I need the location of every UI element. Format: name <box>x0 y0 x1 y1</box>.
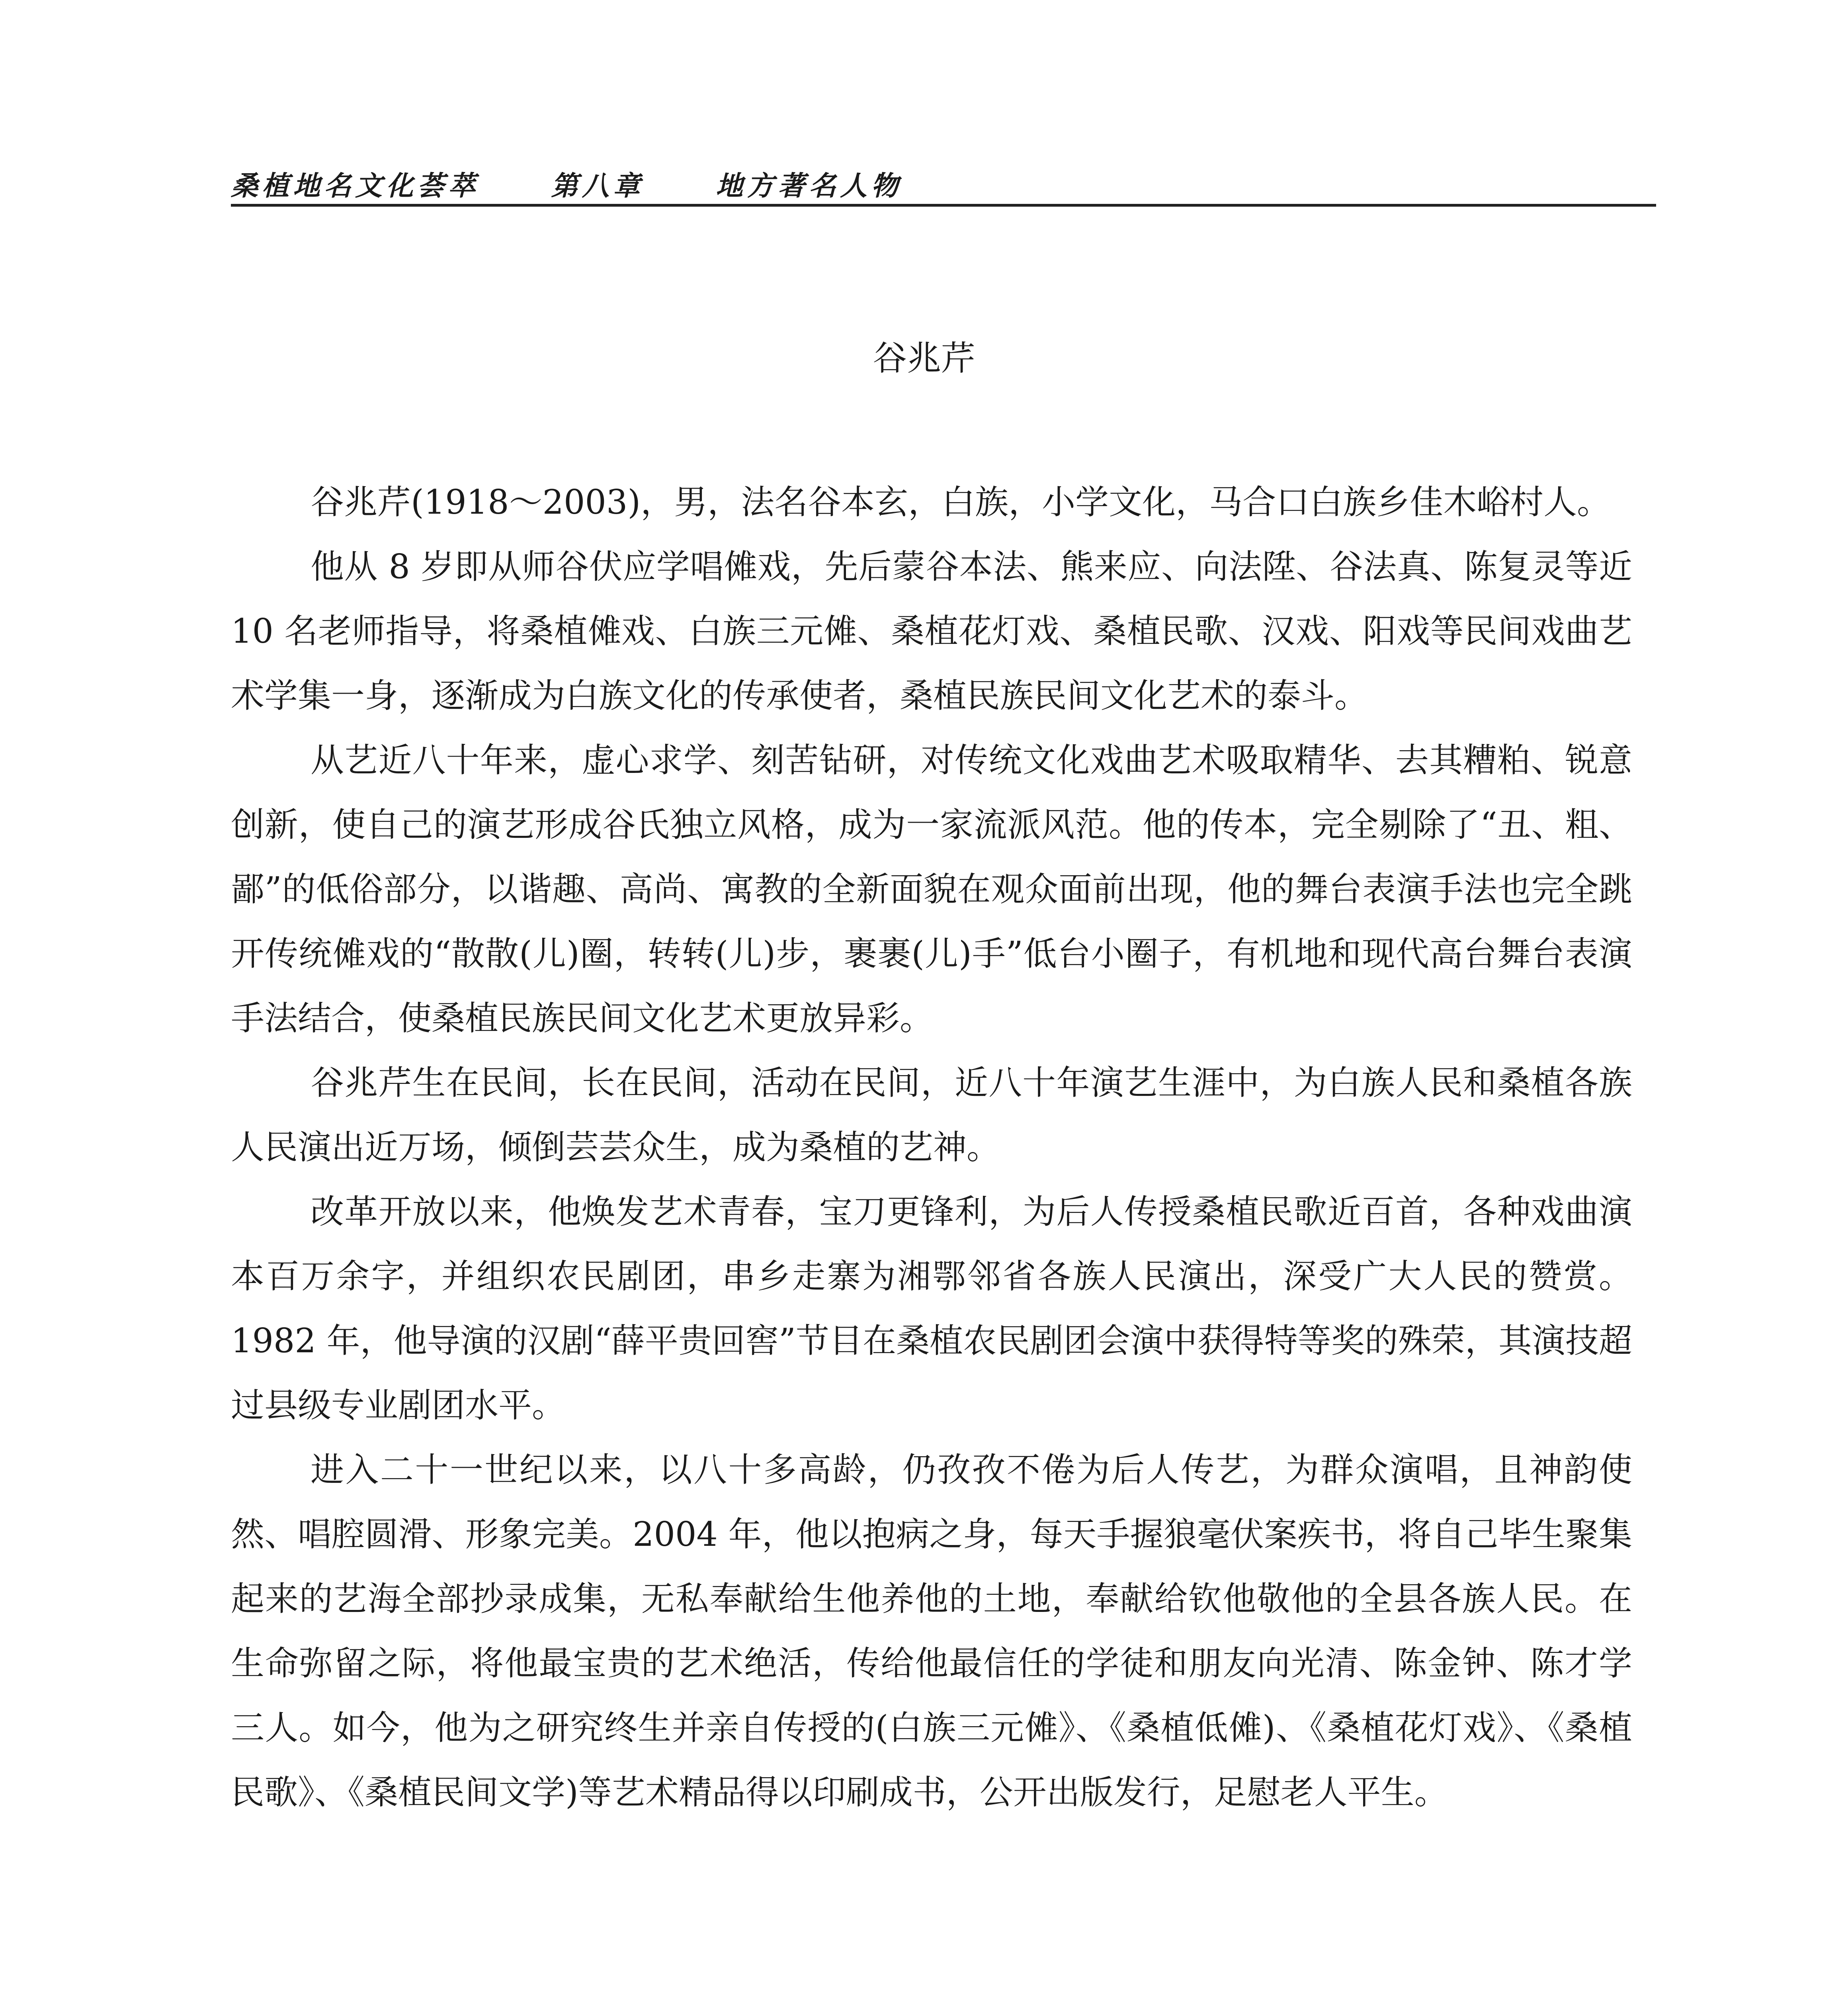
article-body <box>231 470 1632 1825</box>
article-title: 谷兆芹 <box>873 338 975 378</box>
paragraph: 谷兆芹(1918～2003)，男，法名谷本玄，白族，小学文化，马合口白族乡佳木峪村人。 <box>311 483 1611 522</box>
paragraph: 进入二十一世纪以来，以八十多高龄，仍孜孜不倦为后人传艺，为群众演唱，且神韵使然、唱腔圆滑、形象完美。2004 年，他以抱病之身，每天手握狼毫伏案疾书，将自己毕生聚集起来的艺海全部抄录成集，无私奉献给生他养他的土地，奉献给钦他敬他的全县各族人民。在生命弥留之际，将他最宝贵的艺术绝活，传给他最信任的学徒和朋友向光清、陈金钟、陈才学三人。如今，他为之研究终生并亲自传授的(白族三元傩》、《桑植低傩)、《桑植花灯戏》、《桑植民歌》、《桑植民间文学)等艺术精品得以印刷成书，公开出版发行，足慰老人平生。 <box>231 1450 1632 1812</box>
header-chapter-title: 地方著名人物 <box>716 170 903 202</box>
header-book-title: 桑植地名文化荟萃 <box>231 170 480 202</box>
header-chapter: 第八章 <box>551 170 645 202</box>
header-divider <box>231 204 1656 207</box>
paragraph: 从艺近八十年来，虚心求学、刻苦钻研，对传统文化戏曲艺术吸取精华、去其糟粕、锐意创新，使自己的演艺形成谷氏独立风格，成为一家流派风范。他的传本，完全剔除了“丑、粗、鄙”的低俗部分，以谐趣、高尚、寓教的全新面貌在观众面前出现，他的舞台表演手法也完全跳开传统傩戏的“散散(儿)圈，转转(儿)步，裹裹(儿)手”低台小圈子，有机地和现代高台舞台表演手法结合，使桑植民族民间文化艺术更放异彩。 <box>231 741 1632 1038</box>
running-header <box>231 147 1656 203</box>
paragraph: 改革开放以来，他焕发艺术青春，宝刀更锋利，为后人传授桑植民歌近百首，各种戏曲演本百万余字，并组织农民剧团，串乡走寨为湘鄂邻省各族人民演出，深受广大人民的赞赏。1982 年，他导演的汉剧“薛平贵回窖”节目在桑植农民剧团会演中获得特等奖的殊荣，其演技超过县级专业剧团水平。 <box>231 1192 1632 1425</box>
paragraph: 他从 8 岁即从师谷伏应学唱傩戏，先后蒙谷本法、熊来应、向法陞、谷法真、陈复灵等近 10 名老师指导，将桑植傩戏、白族三元傩、桑植花灯戏、桑植民歌、汉戏、阳戏等民间戏曲艺术学集一身，逐渐成为白族文化的传承使者，桑植民族民间文化艺术的泰斗。 <box>231 547 1632 715</box>
paragraph: 谷兆芹生在民间，长在民间，活动在民间，近八十年演艺生涯中，为白族人民和桑植各族人民演出近万场，倾倒芸芸众生，成为桑植的艺神。 <box>231 1063 1632 1167</box>
